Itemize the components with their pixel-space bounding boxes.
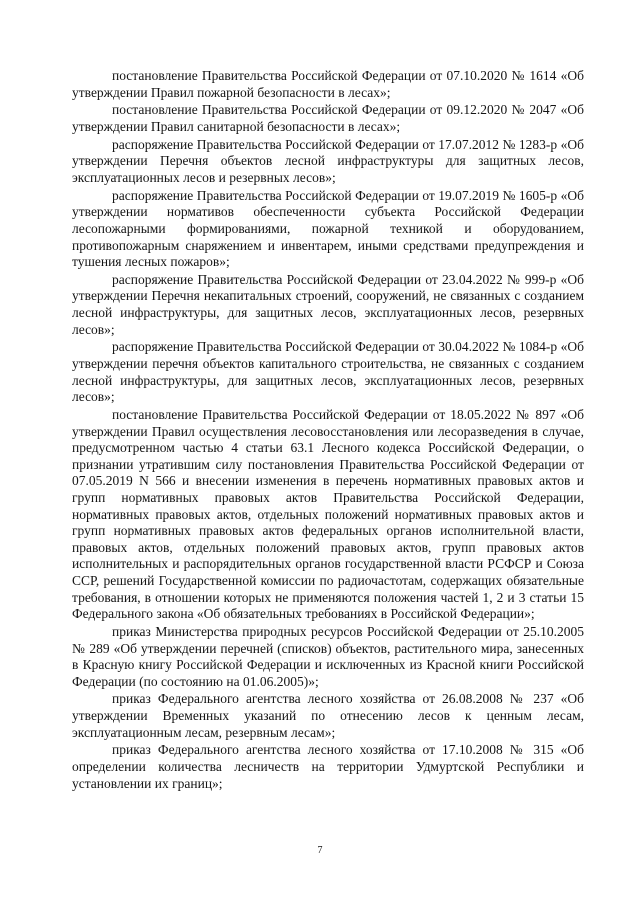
paragraph-8: приказ Министерства природных ресурсов Российской Федерации от 25.10.2005 № 289 «Об утверждении перечней (списков) объектов, растительного мира, занесенных в Красную книгу Российской Федерации и исключенных из Красной книги Российской Федерации (по состоянию на 01.06.2005)»; bbox=[72, 623, 584, 689]
paragraph-10: приказ Федерального агентства лесного хозяйства от 17.10.2008 № 315 «Об определении количества лесничеств на территории Удмуртской Республики и установлении их границ»; bbox=[72, 742, 584, 791]
paragraph-2: постановление Правительства Российской Федерации от 09.12.2020 № 2047 «Об утверждении Правил санитарной безопасности в лесах»; bbox=[72, 102, 584, 134]
paragraph-7: постановление Правительства Российской Федерации от 18.05.2022 № 897 «Об утверждении Правил осуществления лесовосстановления или лесоразведения в случае, предусмотренном частью 4 статьи 63.1 Лесного кодекса Российской Федерации, о признании утратившим силу постановления Правительства Российской Федерации от 07.05.2019 N 566 и внесении изменения в перечень нормативных правовых актов и групп нормативных правовых актов Правительства Российской Федерации, нормативных правовых актов, отдельных положений нормативных правовых актов и групп нормативных правовых актов федеральных органов исполнительной власти, правовых актов, отдельных положений правовых актов, групп правовых актов исполнительных и распорядительных органов государственной власти РСФСР и Союза ССР, решений Государственной комиссии по радиочастотам, содержащих обязательные требования, в отношении которых не применяются положения частей 1, 2 и 3 статьи 15 Федерального закона «Об обязательных требованиях в Российской Федерации»; bbox=[72, 407, 584, 622]
paragraph-1: постановление Правительства Российской Федерации от 07.10.2020 № 1614 «Об утверждении Правил пожарной безопасности в лесах»; bbox=[72, 68, 584, 100]
paragraph-9: приказ Федерального агентства лесного хозяйства от 26.08.2008 № 237 «Об утверждении Временных указаний по отнесению лесов к ценным лесам, эксплуатационным лесам, резервным лесам»; bbox=[72, 691, 584, 740]
paragraph-6: распоряжение Правительства Российской Федерации от 30.04.2022 № 1084-р «Об утверждении перечня объектов капитального строительства, не связанных с созданием лесной инфраструктуры, для защитных лесов, эксплуатационных лесов, резервных лесов»; bbox=[72, 339, 584, 405]
paragraph-4: распоряжение Правительства Российской Федерации от 19.07.2019 № 1605-р «Об утверждении нормативов обеспеченности субъекта Российской Федерации лесопожарными формированиями, пожарной техникой и оборудованием, противопожарным снаряжением и инвентарем, иными средствами предупреждения и тушения лесных пожаров»; bbox=[72, 187, 584, 270]
page-number: 7 bbox=[317, 845, 323, 856]
paragraph-3: распоряжение Правительства Российской Федерации от 17.07.2012 № 1283-р «Об утверждении Перечня объектов лесной инфраструктуры для защитных лесов, эксплуатационных лесов и резервных лесов»; bbox=[72, 136, 584, 185]
paragraph-5: распоряжение Правительства Российской Федерации от 23.04.2022 № 999-р «Об утверждении Перечня некапитальных строений, сооружений, не связанных с созданием лесной инфраструктуры, для защитных лесов, эксплуатационных лесов, резервных лесов»; bbox=[72, 271, 584, 337]
document-body bbox=[72, 68, 584, 793]
